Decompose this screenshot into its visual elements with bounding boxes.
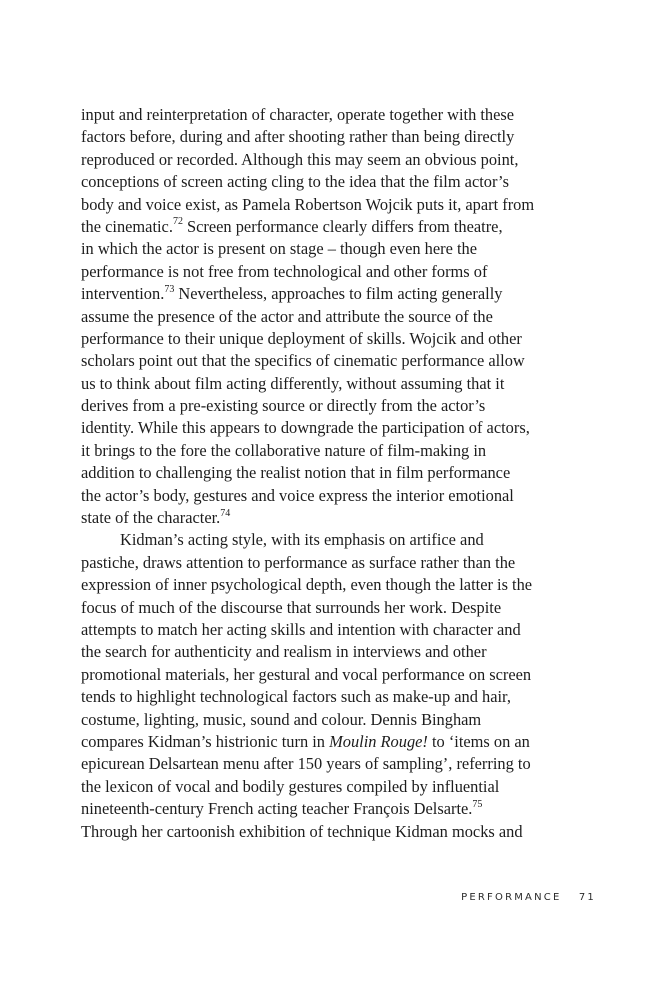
text-segment: reproduced or recorded. Although this may seem an obvious point,	[81, 149, 519, 169]
text-line	[81, 753, 571, 775]
text-segment: in which the actor is present on stage – though even here the	[81, 239, 477, 259]
text-segment: the cinematic.	[81, 216, 173, 236]
text-segment: state of the character.	[81, 508, 221, 528]
footnote-reference: 74	[220, 507, 231, 519]
text-segment: Through her cartoonish exhibition of technique Kidman mocks and	[81, 821, 523, 841]
text-line	[81, 283, 571, 305]
text-segment: derives from a pre-existing source or directly from the actor’s	[81, 396, 486, 416]
footnote-reference: 75	[472, 798, 483, 810]
text-segment: epicurean Delsartean menu after 150 years of sampling’, referring to	[81, 754, 531, 774]
text-segment: scholars point out that the specifics of cinematic performance allow	[81, 351, 525, 371]
text-line	[81, 776, 571, 798]
text-segment: Kidman’s acting style, with its emphasis on artifice and	[120, 530, 484, 550]
text-line	[81, 306, 571, 328]
text-segment: intervention.	[81, 284, 165, 304]
text-line	[81, 395, 571, 417]
footnote-reference: 73	[164, 283, 175, 295]
text-segment: the lexicon of vocal and bodily gestures compiled by influential	[81, 776, 500, 796]
text-line	[81, 440, 571, 462]
footnote-reference: 72	[172, 216, 183, 228]
text-segment: conceptions of screen acting cling to the idea that the film actor’s	[81, 172, 509, 192]
text-segment: performance is not free from technological and other forms of	[81, 261, 488, 281]
text-segment: attempts to match her acting skills and intention with character and	[81, 619, 521, 639]
text-line	[81, 574, 571, 596]
text-line	[81, 171, 571, 193]
text-segment: to ‘items on an	[427, 731, 530, 751]
text-line	[81, 149, 571, 171]
page-number: 71	[578, 892, 596, 903]
text-segment: identity. While this appears to downgrade the participation of actors,	[81, 418, 530, 438]
text-line	[81, 194, 571, 216]
text-segment: the search for authenticity and realism in interviews and other	[81, 642, 487, 662]
text-segment: factors before, during and after shooting rather than being directly	[81, 127, 515, 147]
text-segment: addition to challenging the realist notion that in film performance	[81, 463, 511, 483]
text-line	[81, 709, 571, 731]
text-line	[81, 821, 571, 843]
text-segment: Nevertheless, approaches to film acting generally	[174, 284, 503, 304]
text-line	[81, 597, 571, 619]
running-head: PERFORMANCE	[461, 892, 562, 903]
text-segment: compares Kidman’s histrionic turn in	[81, 731, 330, 751]
text-line	[81, 529, 571, 551]
text-line	[81, 417, 571, 439]
text-segment: it brings to the fore the collaborative nature of film-making in	[81, 440, 487, 460]
text-segment: tends to highlight technological factors such as make-up and hair,	[81, 687, 511, 707]
text-segment: costume, lighting, music, sound and colour. Dennis Bingham	[81, 709, 482, 729]
italic-title: Moulin Rouge!	[329, 731, 428, 751]
text-segment: focus of much of the discourse that surrounds her work. Despite	[81, 597, 502, 617]
text-line	[81, 462, 571, 484]
text-segment: pastiche, draws attention to performance as surface rather than the	[81, 552, 516, 572]
text-line	[81, 216, 571, 238]
text-segment: expression of inner psychological depth, even though the latter is the	[81, 575, 533, 595]
text-segment: assume the presence of the actor and attribute the source of the	[81, 306, 493, 326]
text-line	[81, 373, 571, 395]
text-line	[81, 104, 571, 126]
text-line	[81, 641, 571, 663]
text-segment: nineteenth-century French acting teacher François Delsarte.	[81, 799, 473, 819]
text-segment: us to think about film acting differently, without assuming that it	[81, 373, 505, 393]
text-segment: input and reinterpretation of character, operate together with these	[81, 105, 515, 124]
text-line	[81, 126, 571, 148]
text-line	[81, 552, 571, 574]
text-line	[81, 664, 571, 686]
text-line	[81, 798, 571, 820]
text-line	[81, 238, 571, 260]
text-segment: performance to their unique deployment of skills. Wojcik and other	[81, 328, 522, 348]
text-line	[81, 686, 571, 708]
text-line	[81, 731, 571, 753]
text-segment: the actor’s body, gestures and voice express the interior emotional	[81, 485, 514, 505]
text-line	[81, 350, 571, 372]
page-footer	[461, 892, 596, 903]
text-line	[81, 261, 571, 283]
body-text	[81, 104, 571, 843]
text-line	[81, 328, 571, 350]
text-line	[81, 507, 571, 529]
text-line	[81, 619, 571, 641]
text-segment: promotional materials, her gestural and vocal performance on screen	[81, 664, 532, 684]
text-line	[81, 485, 571, 507]
text-segment: Screen performance clearly differs from theatre,	[182, 216, 503, 236]
text-segment: body and voice exist, as Pamela Robertson Wojcik puts it, apart from	[81, 194, 535, 214]
